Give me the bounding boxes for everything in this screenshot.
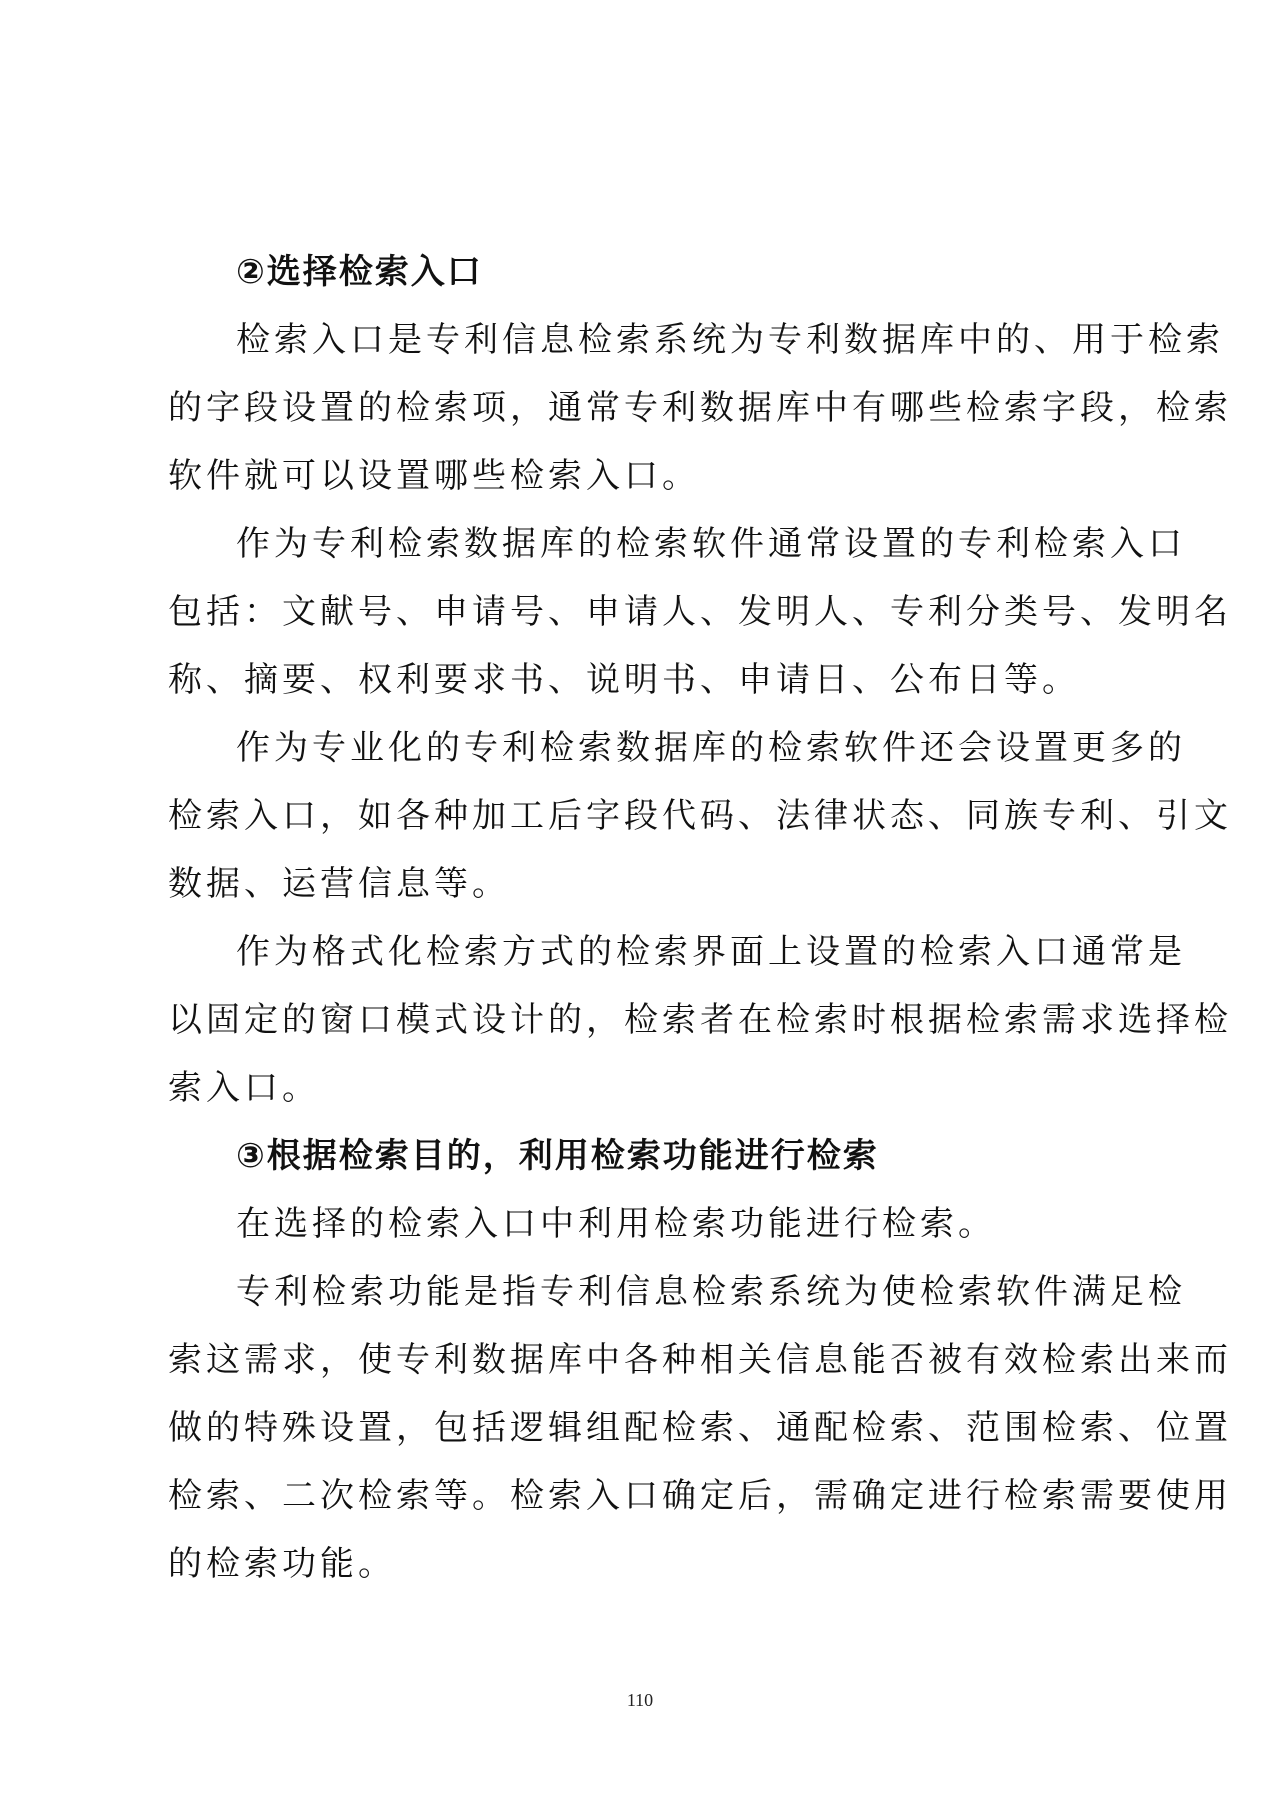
text-line: 做的特殊设置，包括逻辑组配检索、通配检索、范围检索、位置 (168, 1408, 1232, 1448)
page-number: 110 (626, 1690, 654, 1710)
text-line: 软件就可以设置哪些检索入口。 (168, 456, 700, 496)
text-line: 检索、二次检索等。检索入口确定后，需确定进行检索需要使用 (168, 1476, 1232, 1516)
text-line: 专利检索功能是指专利信息检索系统为使检索软件满足检 (236, 1272, 1186, 1312)
text-line: 称、摘要、权利要求书、说明书、申请日、公布日等。 (168, 660, 1080, 700)
section-heading: ②选择检索入口 (236, 252, 483, 292)
text-line: 索入口。 (168, 1068, 320, 1108)
text-line: 检索入口，如各种加工后字段代码、法律状态、同族专利、引文 (168, 796, 1232, 836)
text-line: 在选择的检索入口中利用检索功能进行检索。 (236, 1204, 996, 1244)
text-line: 包括：文献号、申请号、申请人、发明人、专利分类号、发明名 (168, 592, 1232, 632)
text-line: 索这需求，使专利数据库中各种相关信息能否被有效检索出来而 (168, 1340, 1232, 1380)
text-line: 作为格式化检索方式的检索界面上设置的检索入口通常是 (236, 932, 1186, 972)
section-heading: ③根据检索目的，利用检索功能进行检索 (236, 1136, 879, 1176)
text-line: 数据、运营信息等。 (168, 864, 510, 904)
text-line: 的检索功能。 (168, 1544, 396, 1584)
document-body (168, 238, 1232, 1598)
text-line: 以固定的窗口模式设计的，检索者在检索时根据检索需求选择检 (168, 1000, 1232, 1040)
text-line: 检索入口是专利信息检索系统为专利数据库中的、用于检索 (236, 320, 1224, 360)
text-line: 作为专利检索数据库的检索软件通常设置的专利检索入口 (236, 524, 1186, 564)
text-line: 的字段设置的检索项，通常专利数据库中有哪些检索字段，检索 (168, 388, 1232, 428)
text-line: 作为专业化的专利检索数据库的检索软件还会设置更多的 (236, 728, 1186, 768)
